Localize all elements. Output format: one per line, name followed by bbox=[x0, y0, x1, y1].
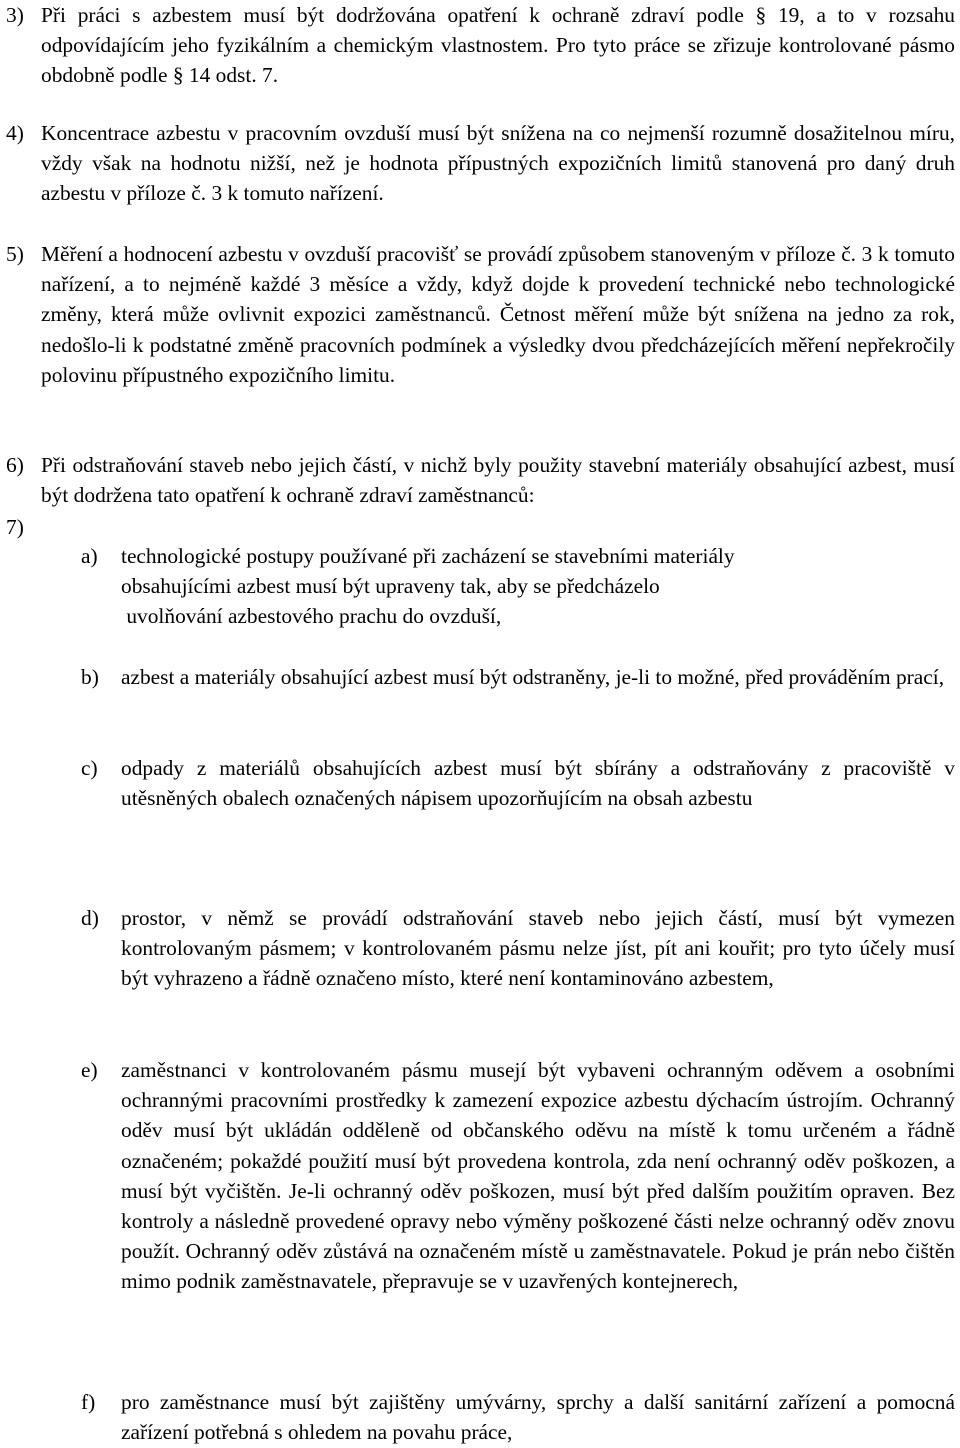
list-item-text: odpady z materiálů obsahujících azbest musí být sbírány a odstraňovány z pracoviště v utěsněných obalech označených nápisem upozorňujícím na obsah azbestu bbox=[121, 756, 955, 811]
paragraph-number: 6) bbox=[6, 453, 24, 477]
list-item-letter: c) bbox=[81, 756, 98, 780]
list-item-letter: b) bbox=[81, 665, 99, 689]
list-item-text: prostor, v němž se provádí odstraňování staveb nebo jejich částí, musí být vymezen kontrolovaným pásmem; v kontrolovaném pásmu nelze jíst, pít ani kouřit; pro tyto účely musí být vyhrazeno a řádně označeno místo, které není kontaminováno azbestem, bbox=[121, 906, 955, 991]
list-item-line: uvolňování azbestového prachu do ovzduší, bbox=[121, 604, 502, 629]
list-item-line: obsahujícími azbest musí být upraveny tak, aby se předcházelo bbox=[121, 574, 660, 599]
list-item-letter: a) bbox=[81, 544, 98, 568]
paragraph-text: Při odstraňování staveb nebo jejich částí, v nichž byly použity stavební materiály obsahující azbest, musí být dodržena tato opatření k ochraně zdraví zaměstnanců: bbox=[41, 453, 955, 508]
paragraph-number: 3) bbox=[6, 3, 24, 27]
list-item-letter: e) bbox=[81, 1058, 98, 1082]
paragraph-text: Při práci s azbestem musí být dodržována opatření k ochraně zdraví podle § 19, a to v rozsahu odpovídajícím jeho fyzikálním a chemickým vlastnostem. Pro tyto práce se zřizuje kontrolované pásmo obdobně podle § 14 odst. 7. bbox=[41, 3, 955, 88]
list-item-letter: f) bbox=[81, 1390, 96, 1414]
list-item-text: pro zaměstnance musí být zajištěny umývárny, sprchy a další sanitární zařízení a pomocná zařízení potřebná s ohledem na povahu práce, bbox=[121, 1390, 955, 1445]
list-item-text: zaměstnanci v kontrolovaném pásmu musejí být vybaveni ochranným oděvem a osobními ochrannými pracovními prostředky k zamezení expozice azbestu dýchacím ústrojím. Ochranný oděv musí být ukládán odděleně od občanského oděvu na místě k tomu určeném a řádně označeném; pokaždé použití musí být provedena kontrola, zda není ochranný oděv poškozen, a musí být vyčištěn. Je-li ochranný oděv poškozen, musí být před dalším použitím opraven. Bez kontroly a následně provedené opravy nebo výměny poškozené části nelze ochranný oděv znovu použít. Ochranný oděv zůstává na označeném místě u zaměstnavatele. Pokud je prán nebo čištěn mimo podnik zaměstnavatele, přepravuje se v uzavřených kontejnerech, bbox=[121, 1058, 955, 1294]
paragraph-text: Měření a hodnocení azbestu v ovzduší pracovišť se provádí způsobem stanoveným v příloze č. 3 k tomuto nařízení, a to nejméně každé 3 měsíce a vždy, když dojde k provedení technické nebo technologické změny, která může ovlivnit expozici zaměstnanců. Četnost měření může být snížena na jedno za rok, nedošlo-li k podstatné změně pracovních podmínek a výsledky dvou předcházejících měření nepřekročily polovinu přípustného expozičního limitu. bbox=[41, 242, 955, 387]
paragraph-number: 4) bbox=[6, 121, 24, 145]
list-item-text bbox=[121, 541, 955, 632]
paragraph-number: 5) bbox=[6, 242, 24, 266]
list-item-text: azbest a materiály obsahující azbest musí být odstraněny, je-li to možné, před prováděním prací, bbox=[121, 665, 945, 689]
paragraph-number: 7) bbox=[6, 515, 24, 539]
list-item-line: technologické postupy používané při zacházení se stavebními materiály bbox=[121, 544, 735, 568]
list-item-letter: d) bbox=[81, 906, 99, 930]
paragraph-text: Koncentrace azbestu v pracovním ovzduší musí být snížena na co nejmenší rozumně dosažitelnou míru, vždy však na hodnotu nižší, než je hodnota přípustných expozičních limitů stanovená pro daný druh azbestu v příloze č. 3 k tomuto nařízení. bbox=[41, 121, 955, 206]
